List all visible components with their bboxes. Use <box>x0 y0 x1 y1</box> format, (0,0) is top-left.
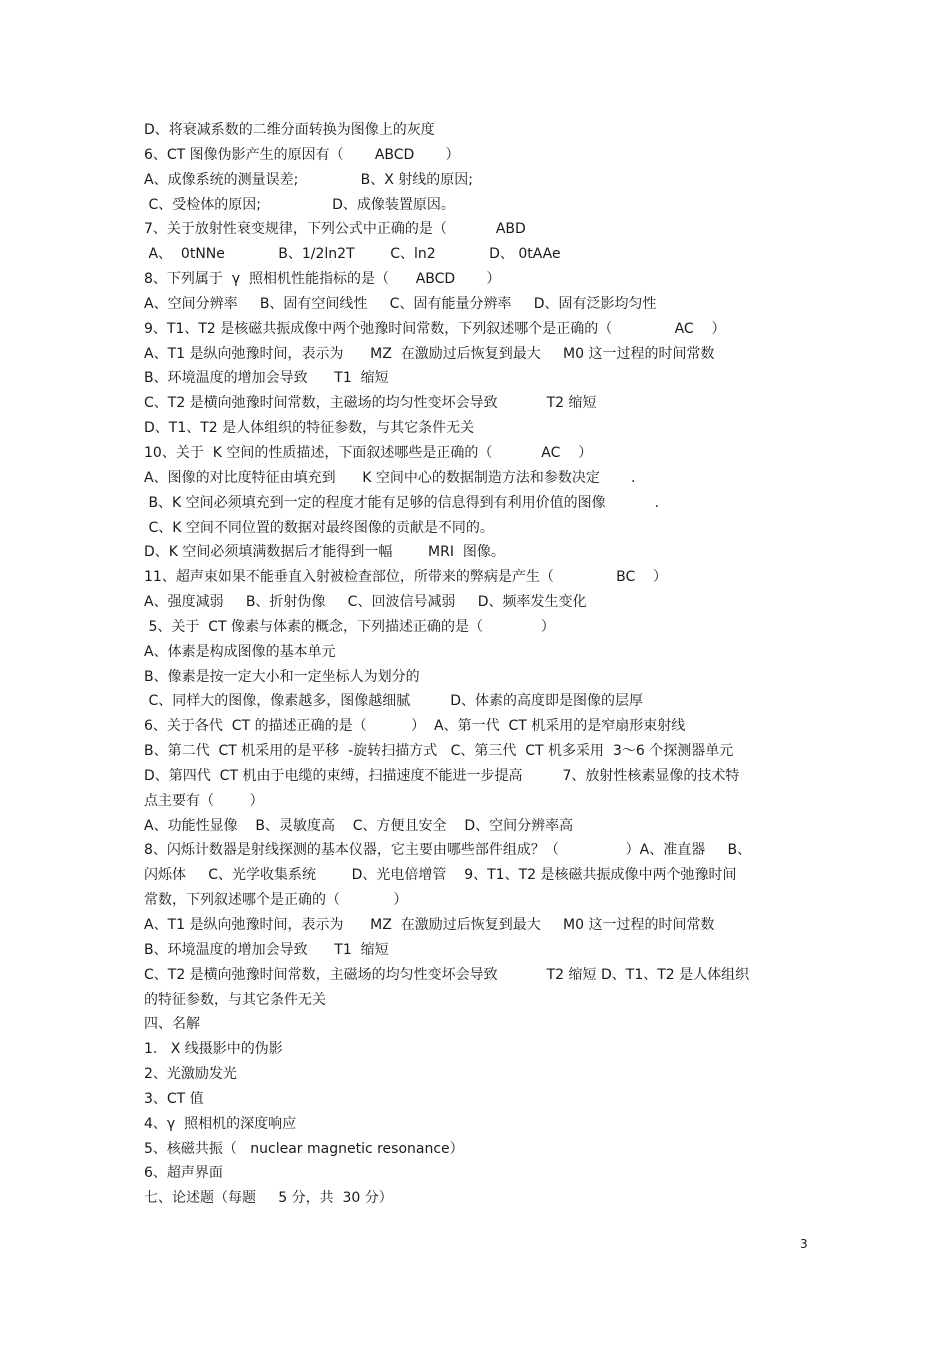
text-line: A、 0tNNe B、1/2ln2T C、ln2 D、 0tAAe <box>144 246 561 263</box>
text-line: B、像素是按一定大小和一定坐标人为划分的 <box>144 668 420 685</box>
text-line: 6、超声界面 <box>144 1165 223 1182</box>
text-line: 1. X 线摄影中的伪影 <box>144 1041 283 1058</box>
text-line: A、功能性显像 B、灵敏度高 C、方便且安全 D、空间分辨率高 <box>144 817 574 834</box>
page-number: 3 <box>800 1237 808 1251</box>
text-line: 闪烁体 C、光学收集系统 D、光电倍增管 9、T1、T2 是核磁共振成像中两个弛豫时间 <box>144 867 737 884</box>
text-line: 的特征参数，与其它条件无关 <box>144 991 326 1008</box>
text-line: 四、名解 <box>144 1016 200 1033</box>
text-line: A、体素是构成图像的基本单元 <box>144 643 336 660</box>
text-line: C、K 空间不同位置的数据对最终图像的贡献是不同的。 <box>144 519 494 536</box>
text-line: C、T2 是横向弛豫时间常数，主磁场的均匀性变坏会导致 T2 缩短 <box>144 395 597 412</box>
text-line: 七、论述题（每题 5 分，共 30 分） <box>144 1190 393 1207</box>
text-line: B、环境温度的增加会导致 T1 缩短 <box>144 941 389 958</box>
text-line: A、T1 是纵向弛豫时间，表示为 MZ 在激励过后恢复到最大 M0 这一过程的时间常数 <box>144 345 715 362</box>
page-body <box>144 118 824 1211</box>
text-line: 8、下列属于 γ 照相机性能指标的是（ ABCD ） <box>144 271 501 288</box>
text-line: 10、关于 K 空间的性质描述，下面叙述哪些是正确的（ AC ） <box>144 444 593 461</box>
text-line: A、空间分辨率 B、固有空间线性 C、固有能量分辨率 D、固有泛影均匀性 <box>144 295 657 312</box>
text-line: 9、T1、T2 是核磁共振成像中两个弛豫时间常数，下列叙述哪个是正确的（ AC ） <box>144 320 726 337</box>
text-line: 点主要有（ ） <box>144 792 264 809</box>
text-line: 11、超声束如果不能垂直入射被检查部位，所带来的弊病是产生（ BC ） <box>144 569 668 586</box>
text-line: A、成像系统的测量误差; B、X 射线的原因; <box>144 171 473 188</box>
text-line: D、K 空间必须填满数据后才能得到一幅 MRI 图像。 <box>144 544 505 561</box>
text-line: 6、关于各代 CT 的描述正确的是（ ） A、第一代 CT 机采用的是窄扇形束射线 <box>144 718 686 735</box>
text-line: C、同样大的图像，像素越多，图像越细腻 D、体素的高度即是图像的层厚 <box>144 693 644 710</box>
text-line: C、受检体的原因; D、成像装置原因。 <box>144 196 455 213</box>
text-line: B、K 空间必须填充到一定的程度才能有足够的信息得到有利用价值的图像 . <box>144 494 660 511</box>
text-line: B、环境温度的增加会导致 T1 缩短 <box>144 370 389 387</box>
text-line: 4、γ 照相机的深度响应 <box>144 1115 297 1132</box>
text-line: 7、关于放射性衰变规律，下列公式中正确的是（ ABD <box>144 221 526 238</box>
text-line: 5、关于 CT 像素与体素的概念，下列描述正确的是（ ） <box>144 618 555 635</box>
text-line: C、T2 是横向弛豫时间常数，主磁场的均匀性变坏会导致 T2 缩短 D、T1、T2 是人体组织 <box>144 966 750 983</box>
text-line: 3、CT 值 <box>144 1090 204 1107</box>
text-line: 8、闪烁计数器是射线探测的基本仪器，它主要由哪些部件组成？（ ）A、准直器 B、 <box>144 842 752 859</box>
text-line: D、T1、T2 是人体组织的特征参数，与其它条件无关 <box>144 420 475 437</box>
text-line: A、T1 是纵向弛豫时间，表示为 MZ 在激励过后恢复到最大 M0 这一过程的时间常数 <box>144 917 715 933</box>
text-line: D、第四代 CT 机由于电缆的束缚，扫描速度不能进一步提高 7、放射性核素显像的技术特 <box>144 767 740 784</box>
text-line: 5、核磁共振（ nuclear magnetic resonance） <box>144 1140 464 1157</box>
text-line: B、第二代 CT 机采用的是平移 -旋转扫描方式 C、第三代 CT 机多采用 3～6 个探测器单元 <box>144 743 734 760</box>
text-line: A、图像的对比度特征由填充到 K 空间中心的数据制造方法和参数决定 . <box>144 469 636 486</box>
text-line: 6、CT 图像伪影产生的原因有（ ABCD ） <box>144 146 460 163</box>
text-line: A、强度减弱 B、折射伪像 C、回波信号减弱 D、频率发生变化 <box>144 594 587 611</box>
text-line: D、将衰减系数的二维分面转换为图像上的灰度 <box>144 122 435 138</box>
text-line: 常数，下列叙述哪个是正确的（ ） <box>144 892 408 909</box>
text-line: 2、光激励发光 <box>144 1066 237 1083</box>
